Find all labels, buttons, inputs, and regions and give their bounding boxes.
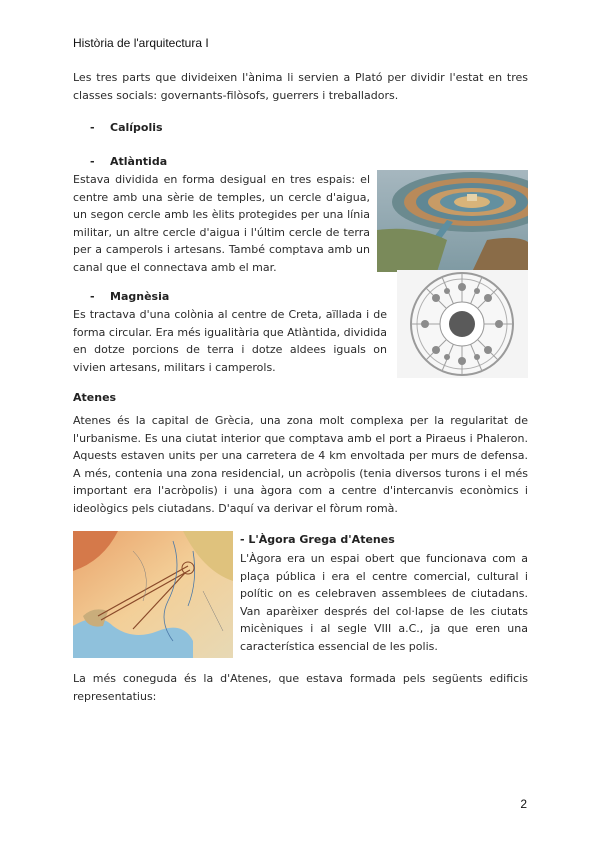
bullet-label-magnesia: Magnèsia — [110, 290, 170, 303]
page-number: 2 — [520, 797, 527, 811]
bullet-atlantida — [90, 155, 167, 168]
magnesia-diagram — [397, 270, 528, 378]
magnesia-paragraph: Es tractava d'una colònia al centre de Creta, aïllada i de forma circular. Era més igualitària que Atlàntida, dividida en dotze porcions de terra i dotze aldees iguals on vivien artesans, militars i camperols. — [73, 308, 387, 374]
atlantida-paragraph: Estava dividida en forma desigual en tres espais: el centre amb una sèrie de temples, un cercle d'aigua, un segon cercle amb les èlits protegides per una línia militar, un altre cercle d'aigua i l'últim cercle de terra per a camperols i artesans. També comptava amb un canal que el connectava amb el mar. — [73, 173, 370, 274]
intro-paragraph: Les tres parts que divideixen l'ànima li servien a Plató per dividir l'estat en tres classes socials: governants-filòsofs, guerrers i treballadors. — [73, 71, 528, 102]
bullet-label-atlantida: Atlàntida — [110, 155, 168, 168]
atlantis-illustration — [377, 170, 528, 272]
atenes-paragraph: Atenes és la capital de Grècia, una zona molt complexa per la regularitat de l'urbanisme. Es una ciutat interior que comptava amb el port a Piraeus i Phaleron. Aquests estaven units per una carretera de 4 km envoltada per murs de defensa. A més, contenia una zona residencial, un acròpolis (tenia diversos turons i el més important era l'acròpolis) i una àgora com a centre d'intercanvis econòmics i ideològics pels ciutadans. D'aquí va derivar el fòrum romà. — [73, 414, 528, 515]
bullet-dash: - — [90, 121, 95, 134]
bullet-label-callipolis: Calípolis — [110, 121, 163, 134]
bullet-callipolis — [90, 121, 163, 134]
bullet-magnesia — [90, 290, 169, 303]
closing-paragraph: La més coneguda és la d'Atenes, que estava formada pels següents edificis representatius: — [73, 672, 528, 703]
athens-map — [73, 531, 233, 658]
bullet-dash: - — [90, 155, 95, 168]
page-header: Història de l'arquitectura I — [73, 36, 209, 50]
agora-heading: - L'Àgora Grega d'Atenes — [240, 533, 395, 546]
agora-paragraph: L'Àgora era un espai obert que funcionava com a plaça pública i era el centre comercial, cultural i polític on es celebraven assemblees de ciutadans. Van aparèixer després del col·lapse de les ciutats micèniques i al segle VIII a.C., ja que eren una característica essencial de les polis. — [240, 552, 528, 653]
bullet-dash: - — [90, 290, 95, 303]
atenes-heading: Atenes — [73, 391, 117, 404]
